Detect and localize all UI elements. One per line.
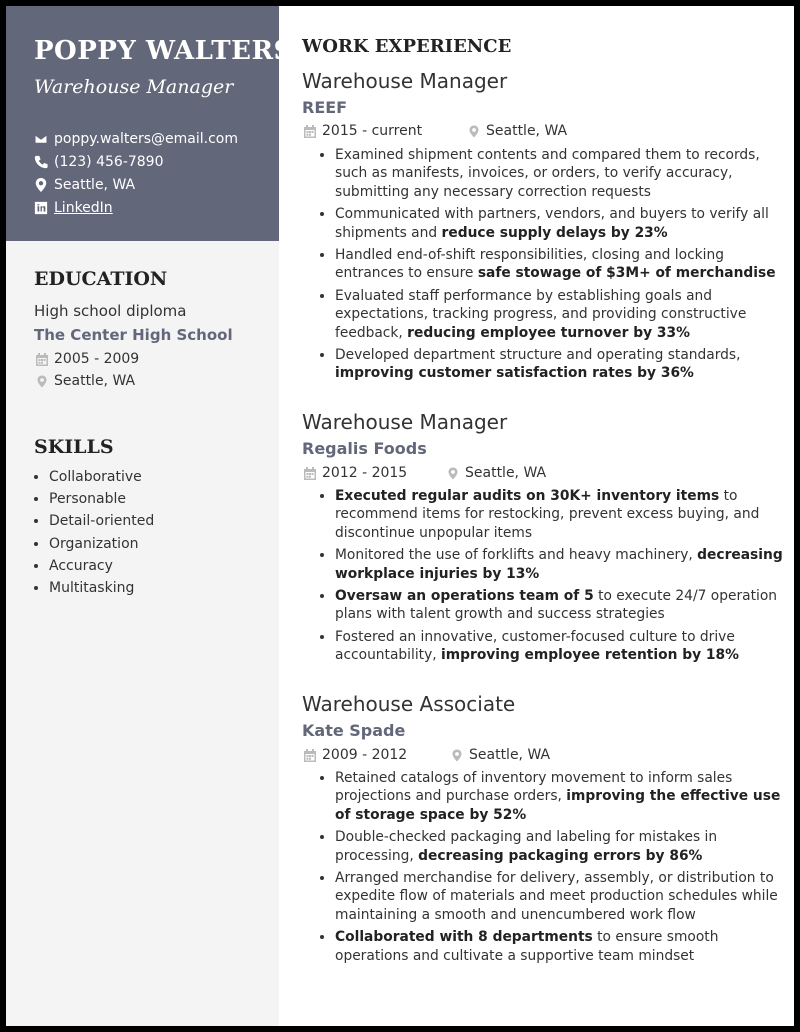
job-bullet: • Oversaw an operations team of 5 to execute 24/7 operation plans with talent growth and success strategies — [335, 587, 787, 624]
sidebar — [6, 6, 293, 1026]
candidate-role: Warehouse Manager — [34, 76, 234, 98]
map-pin-icon — [447, 467, 459, 480]
job-dates: 2012 - 2015 — [322, 465, 408, 481]
work-heading: WORK EXPERIENCE — [302, 36, 512, 57]
map-pin-icon — [451, 749, 463, 762]
job-bullet: • Fostered an innovative, customer-focused culture to drive accountability, improving employee retention by 18% — [335, 628, 787, 665]
education-location-row — [36, 373, 135, 389]
education-dates: 2005 - 2009 — [54, 351, 140, 367]
job-location-row — [468, 123, 567, 139]
job-dates-row — [304, 465, 407, 481]
job-bullet: • Executed regular audits on 30K+ inventory items to recommend items for restocking, prevent excess buying, and discontinue unpopular items — [335, 487, 787, 542]
linkedin-row[interactable] — [34, 200, 113, 216]
job-location: Seattle, WA — [469, 747, 551, 763]
phone-row[interactable] — [34, 154, 164, 170]
job-bullet: • Double-checked packaging and labeling for mistakes in processing, decreasing packaging errors by 86% — [335, 828, 787, 865]
map-pin-icon — [34, 178, 48, 192]
job-bullets — [319, 487, 787, 669]
job-bullet: • Retained catalogs of inventory movement to inform sales projections and purchase orders, improving the effective use of storage space by 52% — [335, 769, 787, 824]
job-title: Warehouse Manager — [302, 410, 508, 434]
job-bullet: • Handled end-of-shift responsibilities, closing and locking entrances to ensure safe stowage of $3M+ of merchandise — [335, 246, 787, 283]
envelope-icon — [34, 132, 48, 146]
skill-item: • Accuracy — [49, 555, 154, 577]
job-bullet: • Examined shipment contents and compared them to records, such as manifests, invoices, or orders, to verify accuracy, submitting any necessary correction requests — [335, 146, 787, 201]
phone-icon — [34, 155, 48, 169]
skill-item: • Personable — [49, 488, 154, 510]
job-dates: 2009 - 2012 — [322, 747, 408, 763]
job-location-row — [451, 747, 550, 763]
job-bullet: • Collaborated with 8 departments to ensure smooth operations and cultivate a supportive team mindset — [335, 928, 787, 965]
resume-page — [6, 6, 794, 1026]
calendar-icon — [304, 749, 316, 762]
education-location: Seattle, WA — [54, 373, 136, 389]
education-heading: EDUCATION — [34, 268, 168, 290]
job-company: REEF — [302, 98, 348, 117]
map-pin-icon — [36, 375, 48, 388]
skill-item: • Detail-oriented — [49, 510, 154, 532]
email-text[interactable]: poppy.walters@email.com — [54, 131, 238, 147]
phone-text[interactable]: (123) 456-7890 — [54, 154, 164, 170]
skills-heading: SKILLS — [34, 436, 114, 458]
header-block — [6, 6, 293, 241]
calendar-icon — [304, 467, 316, 480]
job-bullet: • Evaluated staff performance by establishing goals and expectations, tracking progress, and providing constructive feedback, reducing employee turnover by 33% — [335, 287, 787, 342]
job-company: Regalis Foods — [302, 439, 427, 458]
linkedin-icon — [34, 201, 48, 215]
location-row — [34, 177, 135, 193]
job-title: Warehouse Associate — [302, 692, 516, 716]
skill-item: • Multitasking — [49, 577, 154, 599]
job-dates: 2015 - current — [322, 123, 423, 139]
skill-item: • Organization — [49, 533, 154, 555]
linkedin-link[interactable]: LinkedIn — [54, 200, 113, 216]
job-company: Kate Spade — [302, 721, 406, 740]
education-degree: High school diploma — [34, 302, 187, 320]
job-location-row — [447, 465, 546, 481]
job-location: Seattle, WA — [486, 123, 568, 139]
job-bullet: • Developed department structure and operating standards, improving customer satisfaction rates by 36% — [335, 346, 787, 383]
education-dates-row — [36, 351, 139, 367]
job-bullet: • Arranged merchandise for delivery, assembly, or distribution to expedite flow of materials and meet production schedules while maintaining a smooth and unencumbered work flow — [335, 869, 787, 924]
skills-list — [34, 466, 154, 599]
job-dates-row — [304, 123, 422, 139]
map-pin-icon — [468, 125, 480, 138]
job-bullet: • Communicated with partners, vendors, and buyers to verify all shipments and reduce supply delays by 23% — [335, 205, 787, 242]
calendar-icon — [304, 125, 316, 138]
job-title: Warehouse Manager — [302, 69, 508, 93]
job-location: Seattle, WA — [465, 465, 547, 481]
candidate-name: POPPY WALTERS — [34, 36, 293, 66]
job-bullets — [319, 769, 787, 969]
job-dates-row — [304, 747, 407, 763]
email-row[interactable] — [34, 131, 238, 147]
job-bullets — [319, 146, 787, 387]
calendar-icon — [36, 353, 48, 366]
skill-item: • Collaborative — [49, 466, 154, 488]
education-school: The Center High School — [34, 326, 233, 344]
job-bullet: • Monitored the use of forklifts and heavy machinery, decreasing workplace injuries by 13% — [335, 546, 787, 583]
location-text: Seattle, WA — [54, 177, 136, 193]
